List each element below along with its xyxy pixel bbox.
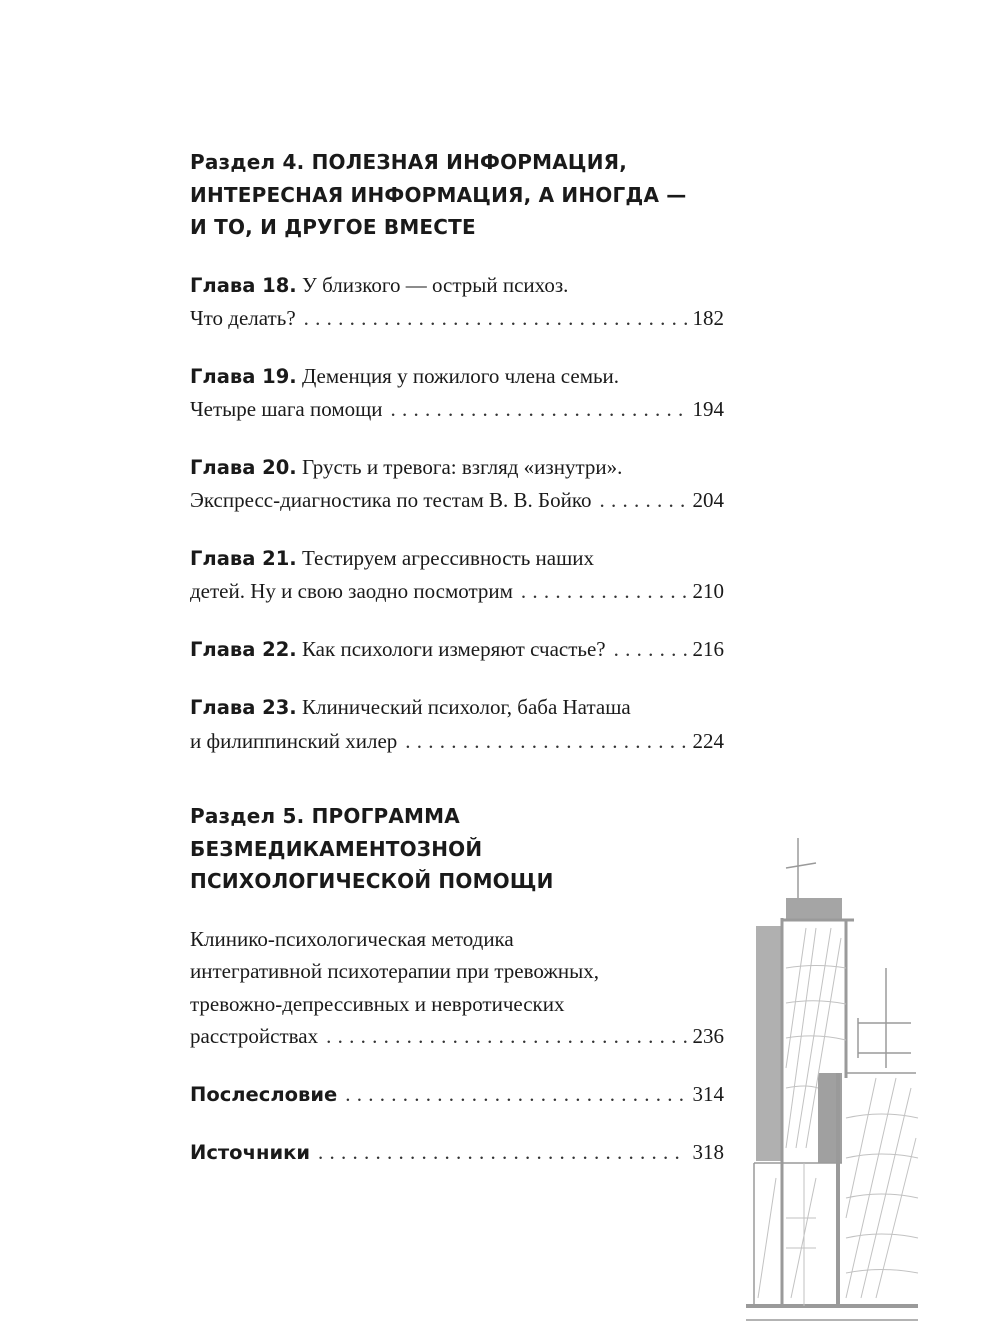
chapter-title-cont: Четыре шага помощи xyxy=(190,397,383,421)
chapter-label: Глава 23. xyxy=(190,696,297,719)
chapter-title-cont: детей. Ну и свою заодно посмотрим xyxy=(190,579,513,603)
sources-label: Источники xyxy=(190,1141,310,1164)
skyscraper-sketch-illustration xyxy=(746,818,922,1323)
page-number: 210 xyxy=(692,579,724,603)
dot-leader xyxy=(304,302,687,335)
section-5-heading xyxy=(190,800,724,898)
heading-line: ИНТЕРЕСНАЯ ИНФОРМАЦИЯ, А ИНОГДА — xyxy=(190,182,687,207)
chapter-label: Глава 20. xyxy=(190,455,297,479)
toc-entry-chapter-23[interactable] xyxy=(190,691,724,757)
chapter-title: Как психологи измеряют счастье? xyxy=(301,636,606,661)
toc-entry-method[interactable] xyxy=(190,923,724,1053)
heading-line: И ТО, И ДРУГОЕ ВМЕСТЕ xyxy=(190,215,476,239)
method-line: тревожно-депрессивных и невротических xyxy=(190,991,565,1016)
page-number: 318 xyxy=(692,1140,724,1164)
heading-line: БЕЗМЕДИКАМЕНТОЗНОЙ xyxy=(190,836,483,861)
dot-leader xyxy=(318,1136,687,1169)
toc-entry-afterword[interactable] xyxy=(190,1078,724,1112)
chapter-title-cont: Что делать? xyxy=(190,306,296,330)
toc-entry-chapter-18[interactable] xyxy=(190,269,724,335)
page-number: 224 xyxy=(692,728,724,753)
dot-leader xyxy=(391,393,687,426)
toc-entry-chapter-19[interactable] xyxy=(190,360,724,426)
chapter-label: Глава 19. xyxy=(190,364,297,388)
dot-leader xyxy=(405,725,686,758)
method-line: расстройствах xyxy=(190,1024,319,1048)
page-number: 314 xyxy=(692,1081,724,1106)
chapter-label: Глава 22. xyxy=(190,637,297,661)
chapter-title: Тестируем агрессивность наших xyxy=(301,545,594,570)
table-of-contents xyxy=(190,146,724,1195)
chapter-title-cont: и филиппинский хилер xyxy=(190,728,398,753)
heading-line: ПСИХОЛОГИЧЕСКОЙ ПОМОЩИ xyxy=(190,869,554,893)
method-line: Клинико-психологическая методика xyxy=(190,926,514,951)
dot-leader xyxy=(614,633,687,666)
chapter-title: Клинический психолог, баба Наташа xyxy=(301,695,631,719)
chapter-title-cont: Экспресс-диагностика по тестам В. В. Бойко xyxy=(190,488,592,512)
dot-leader xyxy=(521,575,687,608)
chapter-label: Глава 21. xyxy=(190,546,297,570)
page-number: 204 xyxy=(692,488,724,512)
heading-line: Раздел 4. ПОЛЕЗНАЯ ИНФОРМАЦИЯ, xyxy=(190,150,628,174)
page-number: 216 xyxy=(692,636,724,661)
page-number: 236 xyxy=(692,1024,724,1048)
chapter-title: Грусть и тревога: взгляд «изнутри». xyxy=(301,454,623,479)
afterword-label: Послесловие xyxy=(190,1082,338,1106)
dot-leader xyxy=(599,484,686,517)
dot-leader xyxy=(345,1078,686,1111)
chapter-title: Деменция у пожилого члена семьи. xyxy=(301,363,620,388)
dot-leader xyxy=(326,1020,686,1053)
toc-entry-chapter-21[interactable] xyxy=(190,542,724,608)
section-4-heading xyxy=(190,146,724,244)
chapter-title: У близкого — острый психоз. xyxy=(301,272,569,297)
heading-line: Раздел 5. ПРОГРАММА xyxy=(190,804,460,828)
chapter-label: Глава 18. xyxy=(190,273,297,297)
page-number: 182 xyxy=(692,306,724,330)
toc-entry-sources[interactable] xyxy=(190,1136,724,1170)
toc-entry-chapter-20[interactable] xyxy=(190,451,724,517)
page-number: 194 xyxy=(692,397,724,421)
toc-entry-chapter-22[interactable] xyxy=(190,633,724,667)
method-line: интегративной психотерапии при тревожных, xyxy=(190,959,599,983)
